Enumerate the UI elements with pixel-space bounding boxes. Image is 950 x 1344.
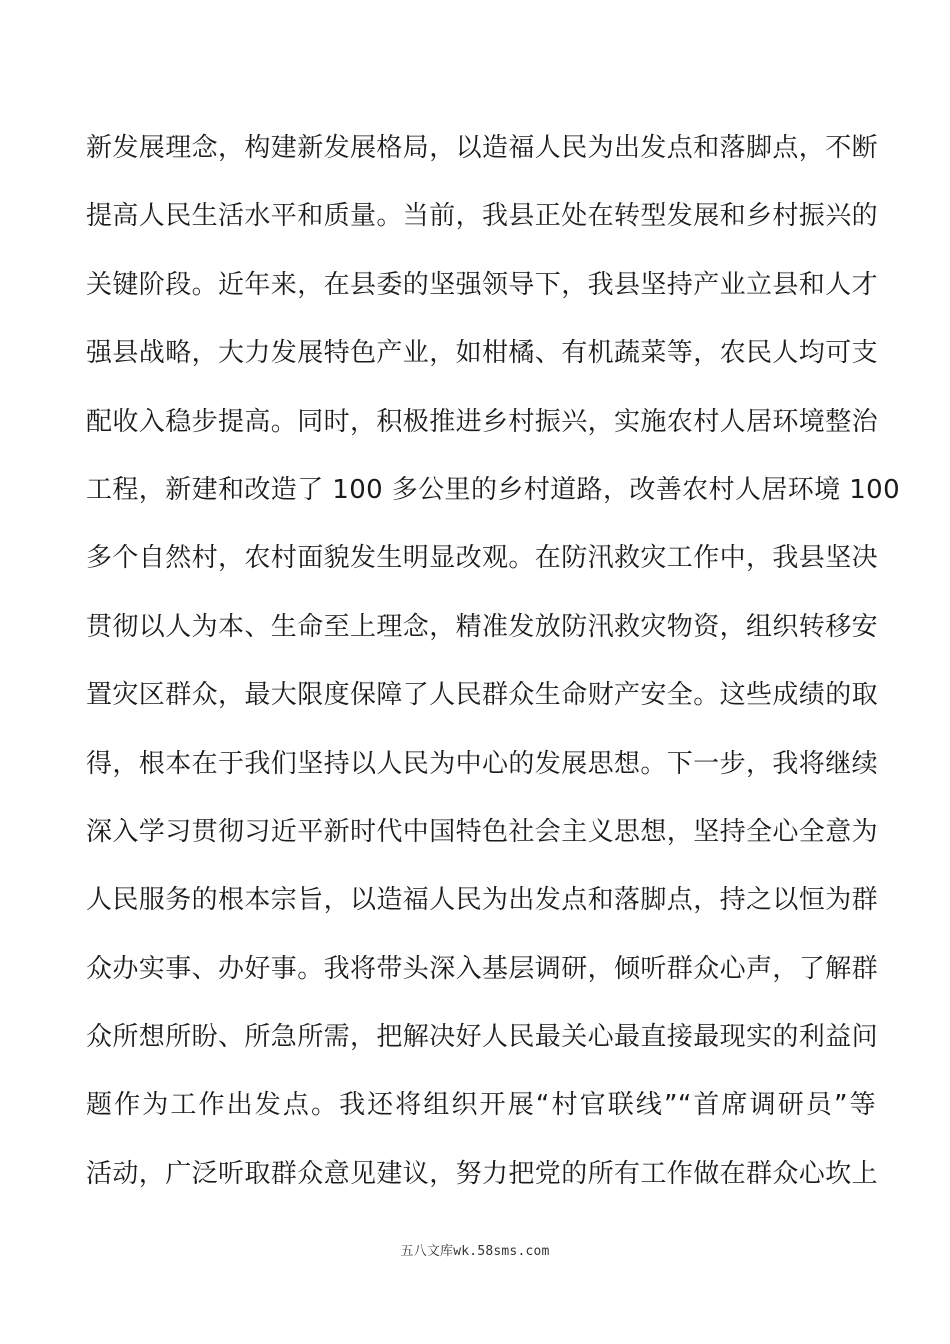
text-line: 人民服务的根本宗旨，以造福人民为出发点和落脚点，持之以恒为群 bbox=[86, 885, 879, 916]
text-line: 关键阶段。近年来，在县委的坚强领导下，我县坚持产业立县和人才 bbox=[86, 269, 879, 300]
text-line: 新发展理念，构建新发展格局，以造福人民为出发点和落脚点，不断 bbox=[86, 133, 879, 163]
text-line: 强县战略，大力发展特色产业，如柑橘、有机蔬菜等，农民人均可支 bbox=[86, 338, 879, 369]
text-line: 众办实事、办好事。我将带头深入基层调研，倾听群众心声，了解群 bbox=[86, 953, 879, 984]
text-line: 深入学习贯彻习近平新时代中国特色社会主义思想，坚持全心全意为 bbox=[86, 816, 879, 847]
text-line: 题作为工作出发点。我还将组织开展“村官联线”“首席调研员”等 bbox=[86, 1090, 876, 1121]
text-line: 工程，新建和改造了 100 多公里的乡村道路，改善农村人居环境 100 bbox=[86, 474, 901, 505]
text-line: 活动，广泛听取群众意见建议，努力把党的所有工作做在群众心坎上 bbox=[86, 1158, 879, 1189]
text-line: 贯彻以人为本、生命至上理念，精准发放防汛救灾物资，组织转移安 bbox=[86, 611, 879, 642]
text-line: 众所想所盼、所急所需，把解决好人民最关心最直接最现实的利益问 bbox=[86, 1022, 879, 1053]
body-paragraph bbox=[86, 114, 901, 1208]
text-line: 配收入稳步提高。同时，积极推进乡村振兴，实施农村人居环境整治 bbox=[86, 406, 879, 437]
page-footer-watermark: 五八文库wk.58sms.com bbox=[400, 1244, 550, 1259]
text-line: 提高人民生活水平和质量。当前，我县正处在转型发展和乡村振兴的 bbox=[86, 201, 879, 232]
text-line: 得，根本在于我们坚持以人民为中心的发展思想。下一步，我将继续 bbox=[86, 748, 879, 779]
text-line: 置灾区群众，最大限度保障了人民群众生命财产安全。这些成绩的取 bbox=[86, 680, 879, 711]
text-line: 多个自然村，农村面貌发生明显改观。在防汛救灾工作中，我县坚决 bbox=[86, 543, 879, 574]
